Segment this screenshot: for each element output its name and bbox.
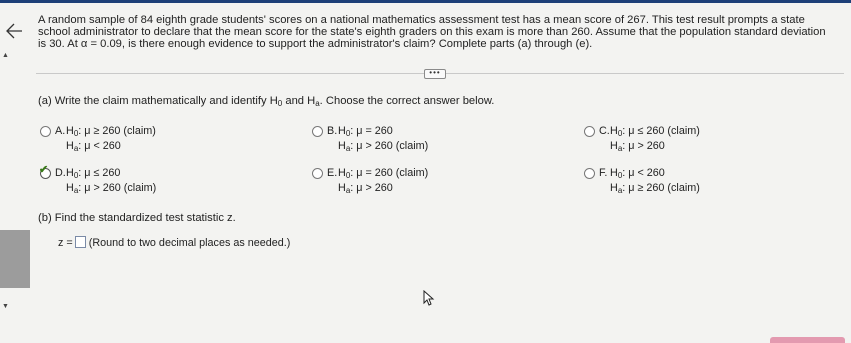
- radio-option-a[interactable]: [40, 126, 51, 137]
- option-h0: $H_0$: μ < 260: [610, 167, 665, 180]
- option-c[interactable]: [584, 125, 824, 155]
- option-h0: $H_0$: μ ≤ 260 (claim): [610, 125, 700, 138]
- option-f[interactable]: [584, 167, 824, 197]
- option-h0: $H_0$: μ = 260 (claim): [338, 167, 429, 180]
- option-letter: B.: [327, 125, 338, 137]
- option-ha: $H_a$: μ > 260 (claim): [66, 182, 157, 195]
- option-letter: F.: [599, 167, 608, 179]
- option-b[interactable]: [312, 125, 542, 155]
- part-b-prompt: (b) Find the standardized test statistic z.: [38, 212, 236, 224]
- radio-option-c[interactable]: [584, 126, 595, 137]
- question-text: A random sample of 84 eighth grade students' scores on a national mathematics assessment test has a mean score of 267. This test result prompts a state school administrator to declare that the mean score for the state's eighth graders on this exam is more than 260. Assume that the population standard deviation is 30. At α = 0.09, is there enough evidence to support the administrator's claim? Complete parts (a) through (e).: [38, 14, 826, 50]
- option-a[interactable]: [40, 125, 270, 155]
- part-a-prompt: (a) Write the claim mathematically and identify $H_0$ and $H_a$. Choose the correct answer below.: [38, 95, 495, 108]
- option-letter: D.: [55, 167, 66, 179]
- option-ha: $H_a$: μ > 260: [610, 140, 665, 153]
- option-e[interactable]: [312, 167, 542, 197]
- z-answer-input[interactable]: [75, 236, 86, 248]
- option-ha: $H_a$: μ > 260 (claim): [338, 140, 429, 153]
- checkmark-icon: ✔: [39, 164, 49, 176]
- option-h0: $H_0$: μ ≥ 260 (claim): [66, 125, 156, 138]
- option-letter: C.: [599, 125, 610, 137]
- radio-option-e[interactable]: [312, 168, 323, 179]
- z-answer-row: [58, 236, 290, 249]
- next-button[interactable]: [770, 337, 845, 343]
- radio-option-f[interactable]: [584, 168, 595, 179]
- scroll-down-icon[interactable]: ▼: [2, 303, 9, 310]
- option-h0: $H_0$: μ = 260: [338, 125, 393, 138]
- z-label: z =: [58, 237, 73, 249]
- option-ha: $H_a$: μ > 260: [338, 182, 393, 195]
- option-ha: $H_a$: μ ≥ 260 (claim): [610, 182, 700, 195]
- option-letter: A.: [55, 125, 66, 137]
- option-d[interactable]: [39, 164, 270, 197]
- option-h0: $H_0$: μ ≤ 260: [66, 167, 121, 180]
- back-arrow-icon[interactable]: [4, 20, 26, 42]
- option-letter: E.: [327, 167, 338, 179]
- left-scroll-rail[interactable]: [0, 0, 30, 343]
- radio-option-b[interactable]: [312, 126, 323, 137]
- scrollbar-thumb[interactable]: [0, 230, 30, 288]
- top-accent-bar: [0, 0, 851, 3]
- option-ha: $H_a$: μ < 260: [66, 140, 121, 153]
- scroll-up-icon[interactable]: ▲: [2, 52, 9, 59]
- rounding-instruction: (Round to two decimal places as needed.): [88, 237, 291, 249]
- mouse-pointer-icon: [423, 290, 435, 306]
- expand-more-button[interactable]: •••: [424, 69, 446, 79]
